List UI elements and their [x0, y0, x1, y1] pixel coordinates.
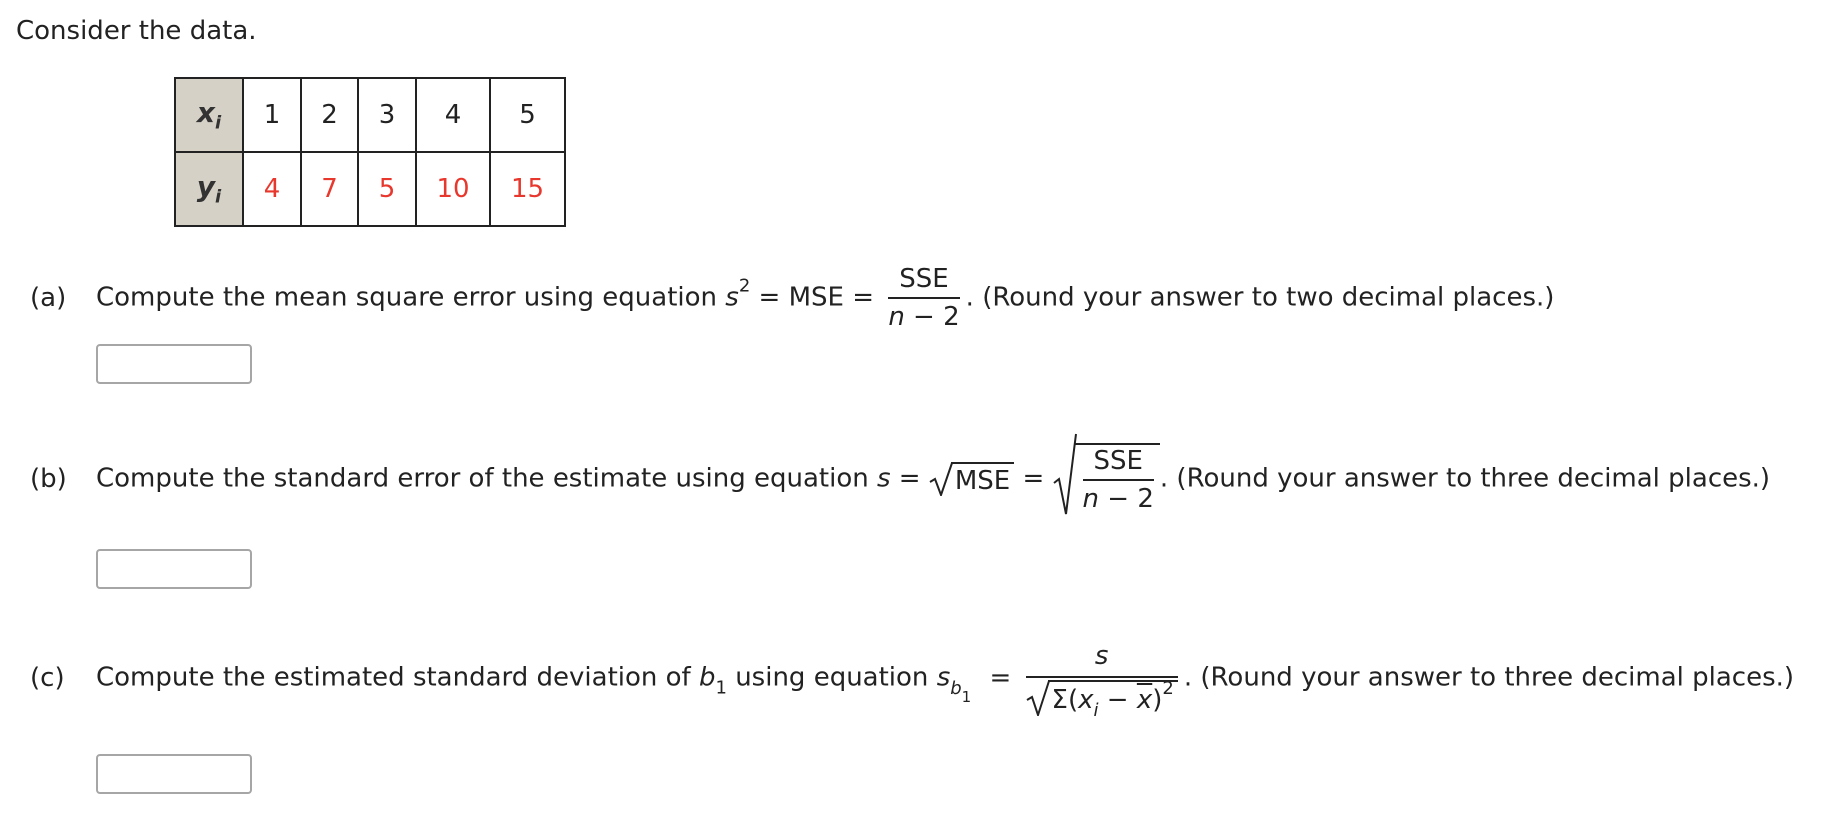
table-row	[175, 78, 565, 152]
part-a-label: (a)	[30, 282, 67, 313]
x-cell: 4	[416, 78, 490, 152]
x-header: $x_i$	[175, 78, 243, 152]
part-a-question: (a) Compute the mean square error using equation $s^2$ = MSE = $\frac{\text{SSE}}{n - 2}$ . (Round your answer to two decimal places.)	[30, 264, 1555, 332]
x-cell: 2	[301, 78, 358, 152]
sqrt-symbol-icon	[929, 462, 953, 496]
sqrt-symbol-icon	[1053, 433, 1077, 515]
x-cell: 1	[243, 78, 301, 152]
y-cell: 15	[490, 152, 565, 226]
part-b-round-note: (Round your answer to three decimal places.)	[1176, 463, 1771, 494]
part-c-answer-input[interactable]	[96, 754, 252, 794]
table-row	[175, 152, 565, 226]
part-b-answer-input[interactable]	[96, 549, 252, 589]
sqrt-symbol-icon	[1026, 680, 1050, 716]
y-header: $y_i$	[175, 152, 243, 226]
part-b-question: (b) Compute the standard error of the estimate using equation s = MSE = $\frac{\text{SSE}}{n - 2}$ . (Round your answer to three decimal places.)	[30, 443, 1770, 515]
part-a-round-note: (Round your answer to two decimal places.)	[982, 282, 1555, 313]
sqrt-fraction	[1053, 443, 1160, 515]
intro-text: Consider the data.	[16, 16, 257, 46]
x-cell: 3	[358, 78, 416, 152]
part-c-round-note: (Round your answer to three decimal places.)	[1200, 662, 1795, 693]
part-a-answer-input[interactable]	[96, 344, 252, 384]
part-c-label: (c)	[30, 662, 65, 693]
sb1-fraction: $\frac{s}{\Sigma(x_i - \overline{x})^2}$	[1026, 640, 1178, 716]
sqrt-sum-squares: $\Sigma(x_i - \overline{x})^2$	[1026, 680, 1178, 716]
part-b-label: (b)	[30, 463, 67, 494]
sqrt-mse: MSE	[929, 462, 1014, 496]
y-cell: 7	[301, 152, 358, 226]
sse-fraction: $\frac{\text{SSE}}{n - 2}$	[1082, 446, 1154, 514]
data-table	[174, 77, 566, 227]
x-cell: 5	[490, 78, 565, 152]
mse-fraction: $\frac{\text{SSE}}{n - 2}$	[888, 264, 960, 332]
part-c-question: (c) Compute the estimated standard deviation of $b_1$ using equation $s_{b_1}$ = $\frac{s}{\Sigma(x_i - \overline{x})^2}$ . (Round your answer to three decimal places.)	[30, 641, 1795, 721]
y-cell: 4	[243, 152, 301, 226]
y-cell: 5	[358, 152, 416, 226]
y-cell: 10	[416, 152, 490, 226]
